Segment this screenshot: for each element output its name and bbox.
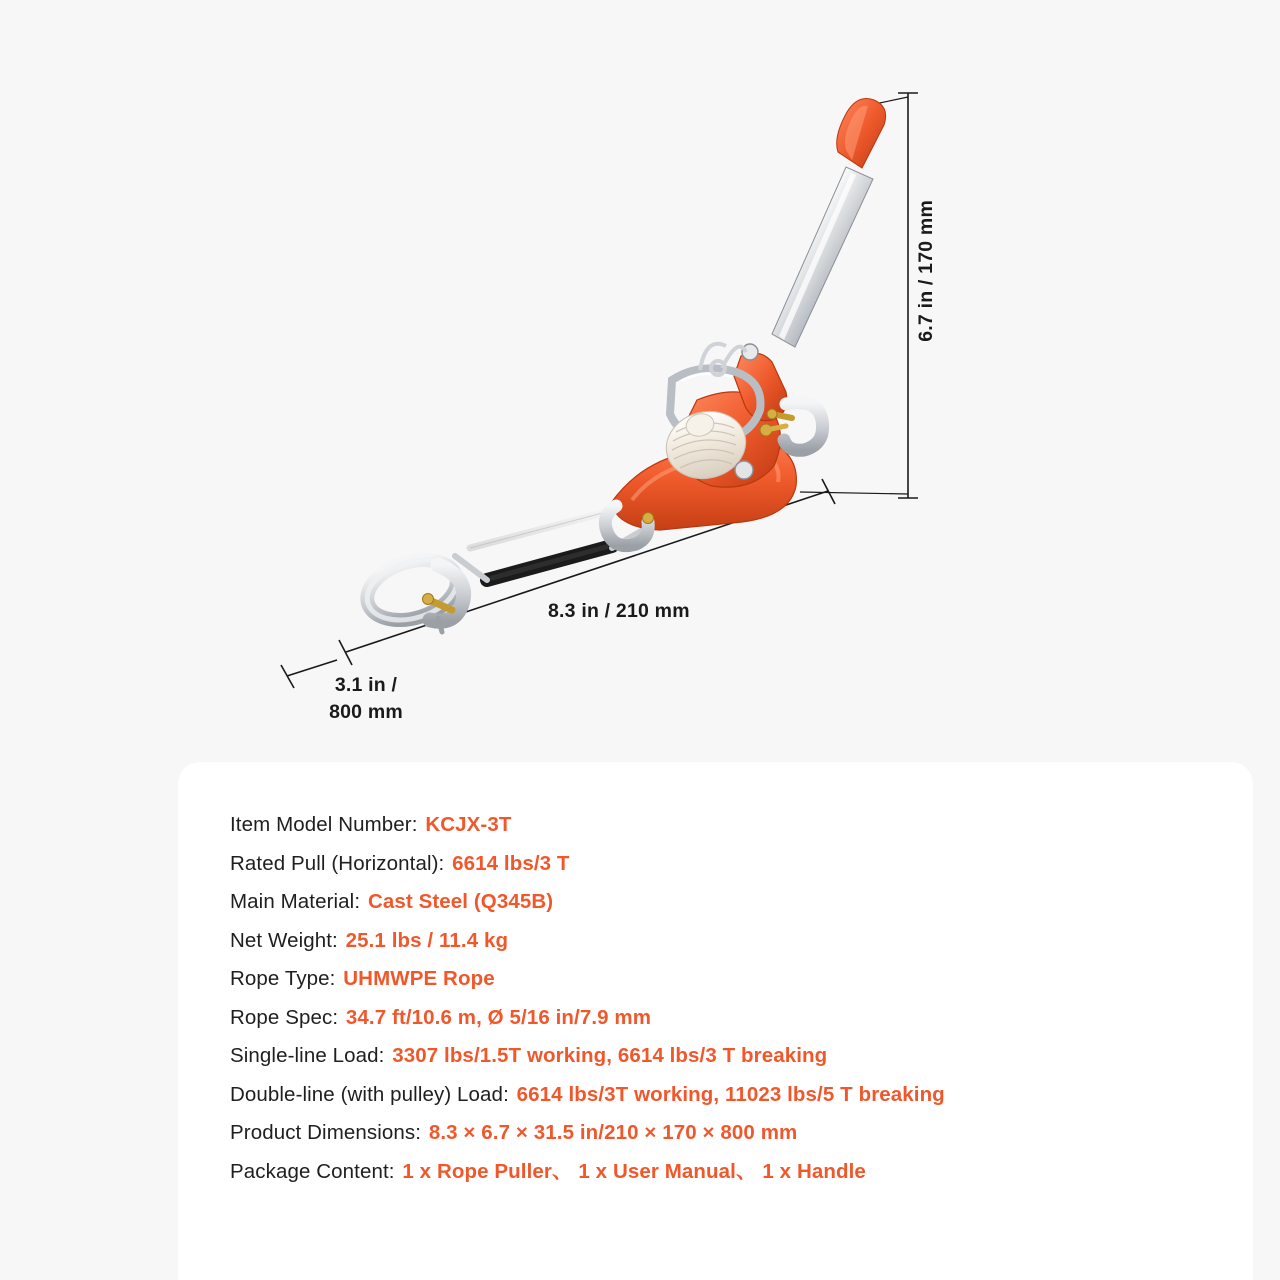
spec-value: 6614 lbs/3T working, 11023 lbs/5 T breaking [516, 1082, 945, 1106]
end-hook [360, 550, 464, 632]
spec-value: 34.7 ft/10.6 m, Ø 5/16 in/7.9 mm [345, 1005, 652, 1029]
spec-value: 3307 lbs/1.5T working, 6614 lbs/3 T breaking [392, 1044, 828, 1067]
handle-bar [772, 167, 873, 347]
puller-body [605, 344, 822, 546]
spec-value: 1 x Rope Puller、 1 x User Manual、 1 x Handle [402, 1159, 866, 1183]
spec-row [230, 1037, 1229, 1076]
spec-row [230, 883, 1229, 922]
spec-row [230, 806, 1229, 845]
rope-line [455, 497, 663, 580]
spec-label: Main Material: [230, 890, 361, 913]
spec-row [230, 999, 1229, 1038]
spec-row [230, 960, 1229, 999]
spec-label: Net Weight: [230, 928, 338, 952]
spec-label: Rope Type: [230, 967, 336, 990]
spec-value: UHMWPE Rope [343, 967, 495, 990]
dimension-height-label: 6.7 in / 170 mm [915, 200, 937, 342]
dimension-guides [281, 93, 918, 688]
spec-value: 6614 lbs/3 T [452, 851, 570, 875]
spec-label: Single-line Load: [230, 1044, 385, 1067]
specification-card [178, 762, 1253, 1280]
spec-label: Package Content: [230, 1159, 395, 1183]
spec-row [230, 922, 1229, 961]
spec-label: Product Dimensions: [230, 1121, 422, 1144]
specification-list [230, 806, 1229, 1191]
dimension-depth-line1: 3.1 in / [334, 674, 398, 696]
spec-value: KCJX-3T [425, 813, 512, 836]
dimension-depth-label [286, 672, 446, 726]
dimension-width-label: 8.3 in / 210 mm [548, 600, 690, 622]
spec-label: Double-line (with pulley) Load: [230, 1082, 509, 1106]
spec-value: Cast Steel (Q345B) [367, 890, 554, 913]
spec-row [230, 1153, 1229, 1192]
spec-label: Item Model Number: [230, 813, 418, 836]
spec-label: Rated Pull (Horizontal): [230, 851, 445, 875]
spec-row [230, 845, 1229, 884]
spec-row [230, 1076, 1229, 1115]
spec-value: 25.1 lbs / 11.4 kg [345, 928, 509, 952]
spec-value: 8.3 × 6.7 × 31.5 in/210 × 170 × 800 mm [428, 1121, 798, 1144]
spec-row [230, 1114, 1229, 1153]
spec-label: Rope Spec: [230, 1005, 339, 1029]
handle-grip [837, 99, 886, 169]
dimension-depth-line2: 800 mm [329, 701, 403, 723]
